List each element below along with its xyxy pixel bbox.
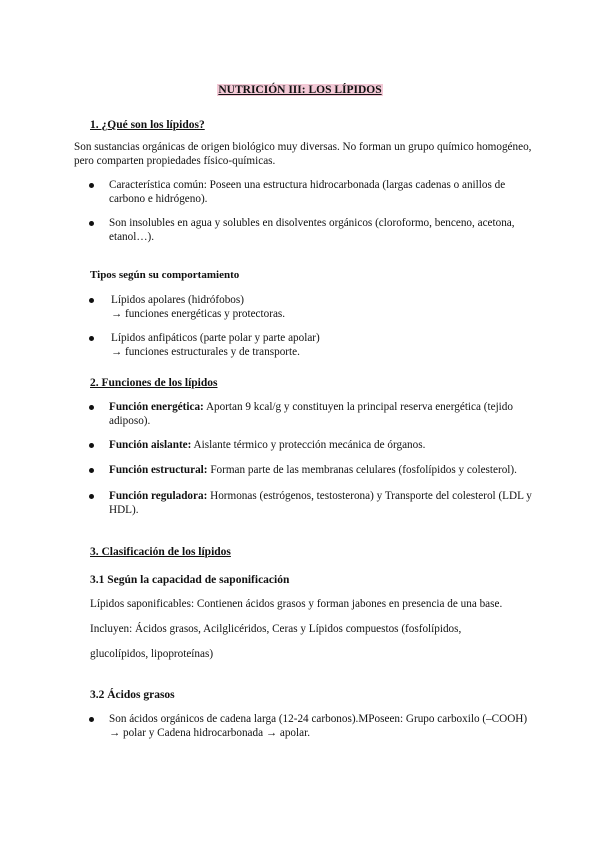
- bullet-dot: [89, 443, 94, 448]
- function-text-insulation: Aislante térmico y protección mecánica de órganos.: [191, 439, 426, 451]
- section-1-bullet-1: [74, 179, 534, 206]
- section-3-heading: 3. Clasificación de los lípidos: [90, 546, 231, 558]
- bullet-dot: [89, 183, 94, 188]
- function-label-structural: Función estructural:: [109, 464, 208, 476]
- section-2-heading: 2. Funciones de los lípidos: [90, 377, 218, 389]
- bullet-dot: [89, 405, 94, 410]
- types-item-1: [74, 294, 534, 321]
- function-item-insulation: [74, 439, 534, 453]
- subsection-3-2-heading: 3.2 Ácidos grasos: [90, 689, 175, 701]
- types-item-1-main: Lípidos apolares (hidrófobos): [111, 294, 244, 306]
- section-1-bullet-2-text: Son insolubles en agua y solubles en disolventes orgánicos (cloroformo, benceno, acetona, etanol…).: [109, 217, 515, 243]
- section-1-heading: 1. ¿Qué son los lípidos?: [90, 119, 205, 131]
- subsection-3-1-heading: 3.1 Según la capacidad de saponificación: [90, 574, 290, 586]
- types-item-2: [74, 332, 534, 359]
- document-title: [0, 83, 600, 97]
- function-label-regulatory: Función reguladora:: [109, 490, 208, 502]
- types-item-2-main: Lípidos anfipáticos (parte polar y parte apolar): [111, 332, 320, 344]
- function-text-structural: Forman parte de las membranas celulares (fosfolípidos y colesterol).: [207, 464, 517, 476]
- types-heading: Tipos según su comportamiento: [90, 269, 240, 281]
- saponifiable-includes: Incluyen: Ácidos grasos, Acilglicéridos, Ceras y Lípidos compuestos (fosfolípidos,: [90, 623, 462, 635]
- section-1-bullet-1-text: Característica común: Poseen una estructura hidrocarbonada (largas cadenas o anillos de carbono e hidrógeno).: [109, 179, 506, 205]
- function-label-insulation: Función aislante:: [109, 439, 192, 451]
- function-label-energy: Función energética:: [109, 401, 204, 413]
- fatty-acids-bullet: [74, 713, 534, 740]
- fatty-acids-bullet-text: Son ácidos orgánicos de cadena larga (12-24 carbonos).MPoseen: Grupo carboxilo (–COOH) → polar y Cadena hidrocarbonada → apolar.: [109, 713, 528, 739]
- saponifiable-description: Lípidos saponificables: Contienen ácidos grasos y forman jabones en presencia de una base.: [90, 598, 503, 610]
- document-title-text: NUTRICIÓN III: LOS LÍPIDOS: [218, 84, 382, 96]
- function-item-regulatory: [74, 490, 534, 517]
- types-item-2-sub: → funciones estructurales y de transporte.: [111, 345, 300, 358]
- bullet-dot: [89, 494, 94, 499]
- function-item-structural: [74, 464, 534, 478]
- function-item-energy: [74, 401, 534, 428]
- function-text-energy: Aportan 9 kcal/g y constituyen la principal reserva energética (tejido adiposo).: [109, 401, 513, 427]
- saponifiable-includes-continued: glucolípidos, lipoproteínas): [90, 648, 214, 660]
- bullet-dot: [89, 336, 94, 341]
- types-item-1-sub: → funciones energéticas y protectoras.: [111, 307, 286, 320]
- bullet-dot: [89, 717, 94, 722]
- function-text-regulatory: Hormonas (estrógenos, testosterona) y Transporte del colesterol (LDL y HDL).: [109, 490, 532, 516]
- bullet-dot: [89, 298, 94, 303]
- bullet-dot: [89, 468, 94, 473]
- section-1-intro: Son sustancias orgánicas de origen biológico muy diversas. No forman un grupo químico homogéneo, pero comparten propiedades físico-químicas.: [74, 141, 532, 167]
- bullet-dot: [89, 221, 94, 226]
- section-1-bullet-2: [74, 217, 534, 244]
